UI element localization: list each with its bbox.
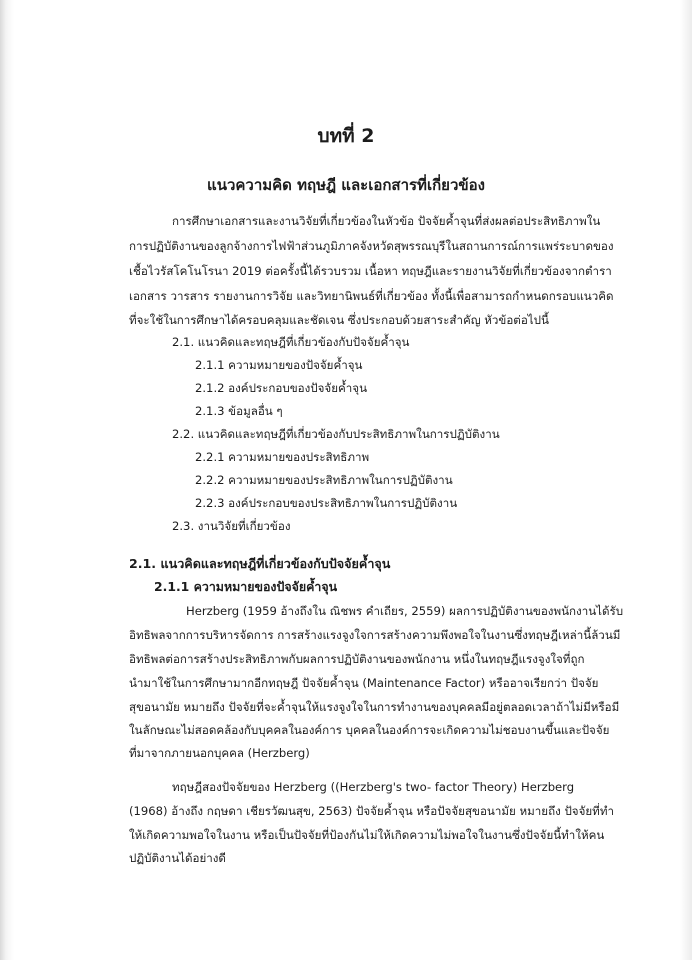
body-line: นำมาใช้ในการศึกษามากอีกทฤษฎี ปัจจัยค้ำจุน (Maintenance Factor) หรืออาจเรียกว่า ปัจจัย — [129, 676, 599, 690]
intro-line: การปฏิบัติงานของลูกจ้างการไฟฟ้าส่วนภูมิภาคจังหวัดสุพรรณบุรีในสถานการณ์การแพร่ระบาดของ — [129, 239, 614, 253]
toc-item: 2.1.3 ข้อมูลอื่น ๆ — [195, 404, 283, 418]
body-line: อิทธิพลต่อการสร้างประสิทธิภาพกับผลการปฏิบัติงานของพนักงาน หนึ่งในทฤษฎีแรงจูงใจที่ถูก — [129, 652, 585, 666]
intro-line: ที่จะใช้ในการศึกษาได้ครอบคลุมและชัดเจน ซึ่งประกอบด้วยสาระสำคัญ หัวข้อต่อไปนี้ — [129, 313, 549, 327]
section-heading: 2.1. แนวคิดและทฤษฎีที่เกี่ยวข้องกับปัจจัยค้ำจุน — [129, 556, 391, 571]
intro-line: เอกสาร วารสาร รายงานการวิจัย และวิทยานิพนธ์ที่เกี่ยวข้อง ทั้งนี้เพื่อสามารถกำหนดกรอบแนวคิด — [129, 289, 614, 303]
body-line: Herzberg (1959 อ้างถึงใน ณิชพร คำเถียร, 2559) ผลการปฏิบัติงานของพนักงานได้รับ — [186, 604, 624, 618]
intro-line: การศึกษาเอกสารและงานวิจัยที่เกี่ยวข้องในหัวข้อ ปัจจัยค้ำจุนที่ส่งผลต่อประสิทธิภาพใน — [172, 214, 601, 228]
body-line: (1968) อ้างถึง กฤษดา เชียรวัฒนสุข, 2563) ปัจจัยค้ำจุน หรือปัจจัยสุขอนามัย หมายถึง ปัจจัยที่ทำ — [129, 804, 614, 818]
body-line: สุขอนามัย หมายถึง ปัจจัยที่จะค้ำจุนให้แรงจูงใจในการทำงานของบุคคลมีอยู่ตลอดเวลาถ้าไม่มีหรือมี — [129, 700, 620, 714]
subsection-heading: 2.1.1 ความหมายของปัจจัยค้ำจุน — [154, 579, 338, 594]
toc-item: 2.1.2 องค์ประกอบของปัจจัยค้ำจุน — [195, 381, 367, 395]
toc-item: 2.2. แนวคิดและทฤษฎีที่เกี่ยวข้องกับประสิทธิภาพในการปฏิบัติงาน — [172, 427, 500, 441]
toc-item: 2.1.1 ความหมายของปัจจัยค้ำจุน — [195, 358, 363, 372]
body-line: ทฤษฎีสองปัจจัยของ Herzberg ((Herzberg's two- factor Theory) Herzberg — [172, 780, 575, 794]
toc-item: 2.2.2 ความหมายของประสิทธิภาพในการปฏิบัติงาน — [195, 473, 453, 487]
body-line: อิทธิพลจากการบริหารจัดการ การสร้างแรงจูงใจการสร้างความพึงพอใจในงานซึ่งทฤษฎีเหล่านี้ล้วนมี — [129, 628, 621, 642]
chapter-title: แนวความคิด ทฤษฎี และเอกสารที่เกี่ยวข้อง — [207, 176, 485, 194]
body-line: ที่มาจากภายนอกบุคคล (Herzberg) — [129, 746, 310, 760]
intro-line: เชื้อไวรัสโคโนโรนา 2019 ต่อครั้งนี้ได้รวบรวม เนื้อหา ทฤษฎีและรายงานวิจัยที่เกี่ยวข้องจากตำรา — [129, 264, 612, 278]
toc-item: 2.2.1 ความหมายของประสิทธิภาพ — [195, 450, 370, 464]
body-line: ปฏิบัติงานได้อย่างดี — [129, 851, 226, 865]
toc-item: 2.1. แนวคิดและทฤษฎีที่เกี่ยวข้องกับปัจจัยค้ำจุน — [172, 335, 410, 349]
toc-item: 2.2.3 องค์ประกอบของประสิทธิภาพในการปฏิบัติงาน — [195, 496, 458, 510]
body-line: ให้เกิดความพอใจในงาน หรือเป็นปัจจัยที่ป้องกันไม่ให้เกิดความไม่พอใจในงานซึ่งปัจจัยนี้ทำให้คน — [129, 828, 605, 842]
body-line: ในลักษณะไม่สอดคล้องกับบุคคลในองค์การ บุคคลในองค์การจะเกิดความไม่ชอบงานขึ้นและปัจจัย — [129, 723, 610, 737]
chapter-number: บทที่ 2 — [317, 125, 375, 147]
toc-item: 2.3. งานวิจัยที่เกี่ยวข้อง — [172, 519, 291, 533]
